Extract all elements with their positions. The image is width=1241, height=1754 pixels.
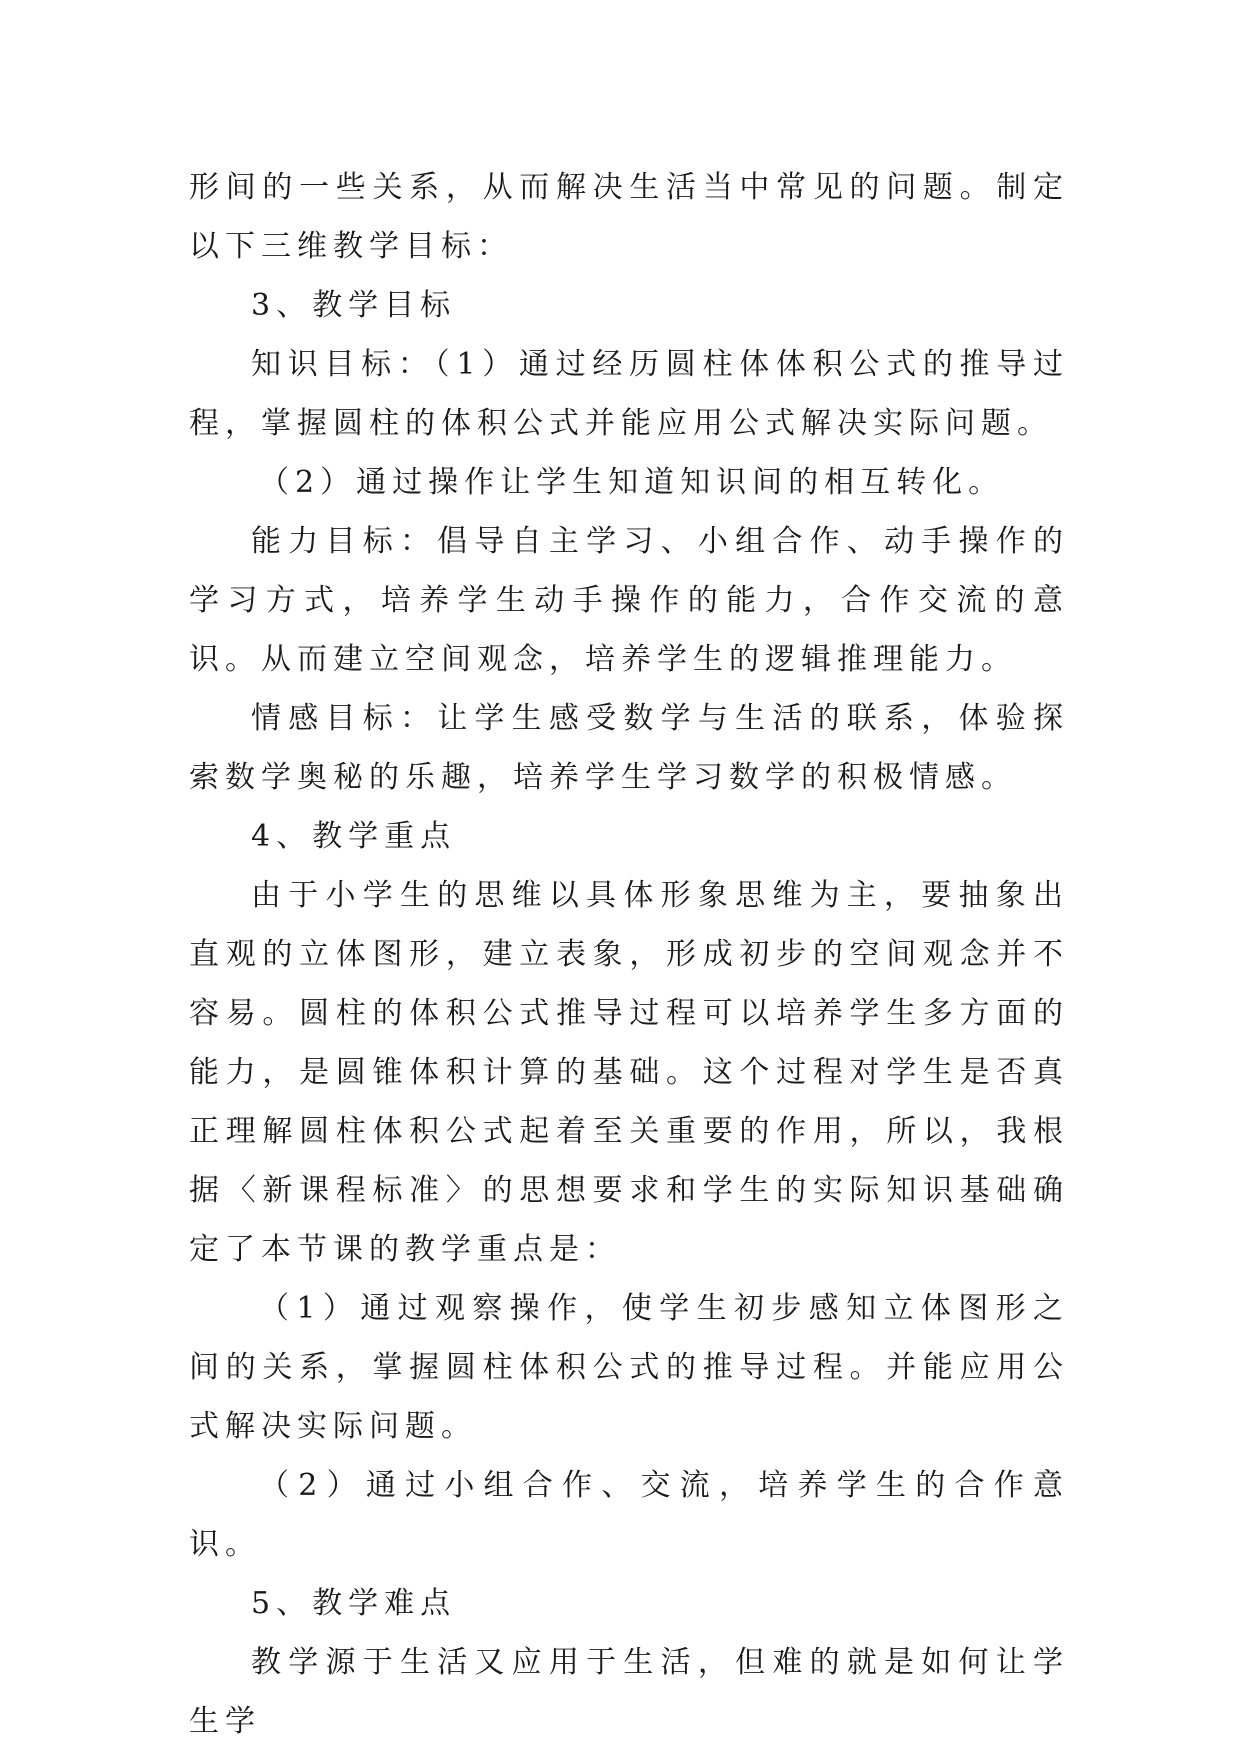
heading-teaching-difficulty: 5、教学难点 [251, 1586, 457, 1621]
heading-teaching-goals: 3、教学目标 [251, 288, 457, 323]
paragraph-teaching-difficulty: 教学源于生活又应用于生活，但难的就是如何让学生学 [189, 1645, 1069, 1739]
paragraph-ability-goal: 能力目标：倡导自主学习、小组合作、动手操作的学习方式，培养学生动手操作的能力，合作交流的意识。从而建立空间观念，培养学生的逻辑推理能力。 [189, 524, 1069, 677]
paragraph-focus-item-1: （1）通过观察操作，使学生初步感知立体图形之间的关系，掌握圆柱体积公式的推导过程。并能应用公式解决实际问题。 [189, 1291, 1069, 1444]
heading-teaching-focus: 4、教学重点 [251, 819, 457, 854]
paragraph-teaching-focus: 由于小学生的思维以具体形象思维为主，要抽象出直观的立体图形，建立表象，形成初步的空间观念并不容易。圆柱的体积公式推导过程可以培养学生多方面的能力，是圆锥体积计算的基础。这个过程对学生是否真正理解圆柱体积公式起着至关重要的作用，所以，我根据〈新课程标准〉的思想要求和学生的实际知识基础确定了本节课的教学重点是： [189, 878, 1069, 1267]
paragraph-continuation: 形间的一些关系，从而解决生活当中常见的问题。制定以下三维教学目标： [189, 170, 1069, 264]
paragraph-knowledge-goal-2: （2）通过操作让学生知道知识间的相互转化。 [259, 465, 1005, 500]
document-body [189, 158, 1069, 1751]
paragraph-knowledge-goal: 知识目标：（1）通过经历圆柱体体积公式的推导过程，掌握圆柱的体积公式并能应用公式解决实际问题。 [189, 347, 1069, 441]
paragraph-focus-item-2: （2）通过小组合作、交流，培养学生的合作意识。 [189, 1468, 1069, 1562]
paragraph-emotion-goal: 情感目标：让学生感受数学与生活的联系，体验探索数学奥秘的乐趣，培养学生学习数学的积极情感。 [189, 701, 1069, 795]
